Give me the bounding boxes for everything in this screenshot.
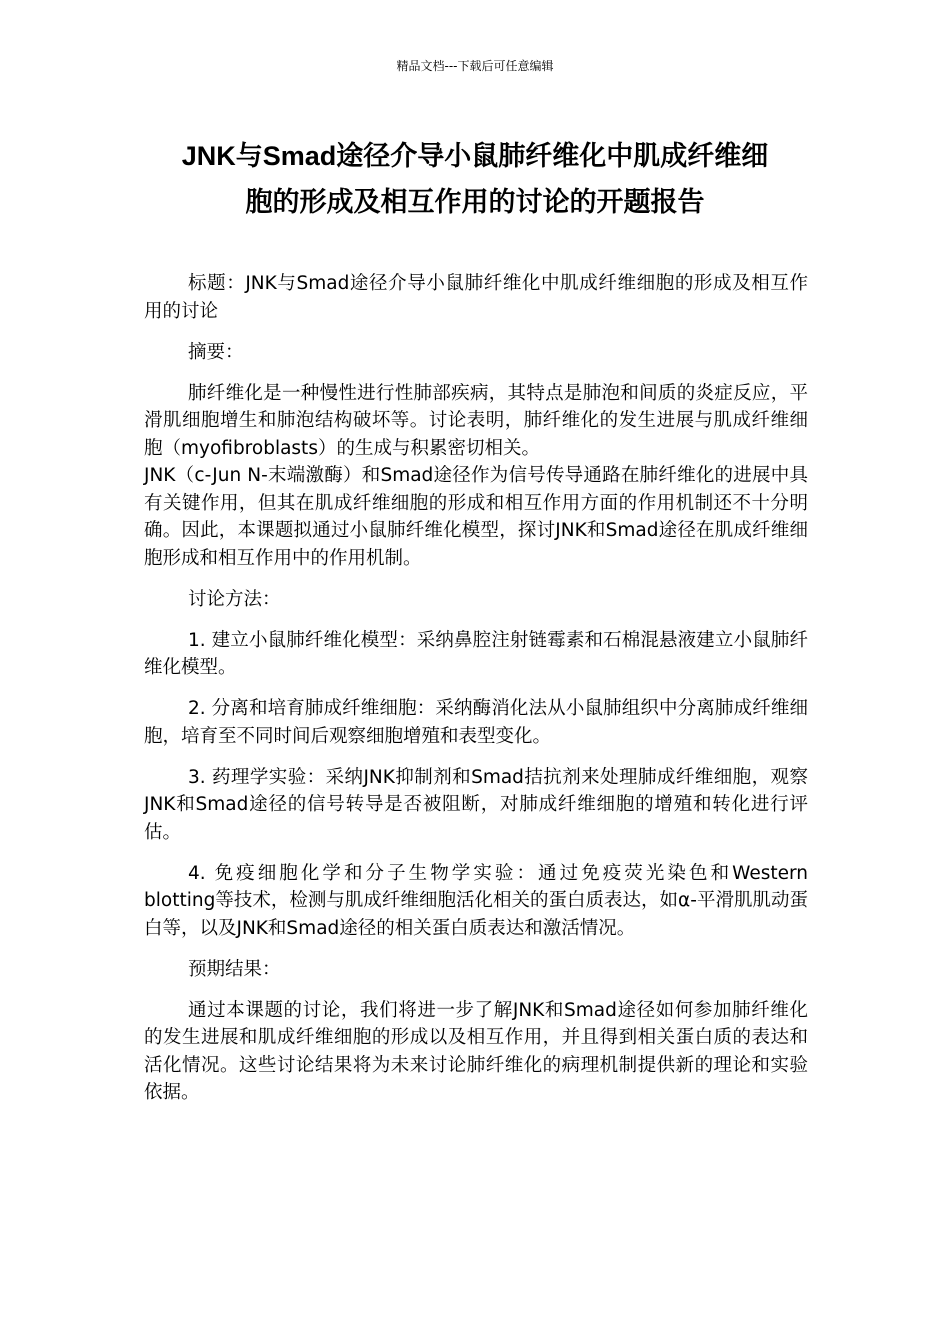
method-item-4: 4. 免疫细胞化学和分子生物学实验：通过免疫荧光染色和Western blotting等技术，检测与肌成纤维细胞活化相关的蛋白质表达，如α-平滑肌肌动蛋白等，以及JNK和Smad途径的相关蛋白质表达和激活情况。	[144, 862, 808, 939]
results-paragraph: 通过本课题的讨论，我们将进一步了解JNK和Smad途径如何参加肺纤维化的发生进展和肌成纤维细胞的形成以及相互作用，并且得到相关蛋白质的表达和活化情况。这些讨论结果将为未来讨论肺纤维化的病理机制提供新的理论和实验依据。	[144, 999, 808, 1103]
abstract-heading: 摘要：	[188, 341, 244, 363]
abstract-paragraph-1: 肺纤维化是一种慢性进行性肺部疾病，其特点是肺泡和间质的炎症反应，平滑肌细胞增生和肺泡结构破坏等。讨论表明，肺纤维化的发生进展与肌成纤维细胞（myofibroblasts）的生成与积累密切相关。	[144, 382, 808, 459]
document-title	[120, 133, 830, 225]
document-body	[144, 270, 808, 1120]
method-item-2: 2. 分离和培育肺成纤维细胞：采纳酶消化法从小鼠肺组织中分离肺成纤维细胞，培育至不同时间后观察细胞增殖和表型变化。	[144, 698, 808, 747]
document-title-line-1: JNK与Smad途径介导小鼠肺纤维化中肌成纤维细	[181, 141, 769, 171]
methods-heading: 讨论方法：	[188, 588, 281, 610]
document-title-line-2: 胞的形成及相互作用的讨论的开题报告	[245, 187, 705, 217]
results-heading: 预期结果：	[188, 958, 281, 980]
method-item-3: 3. 药理学实验：采纳JNK抑制剂和Smad拮抗剂来处理肺成纤维细胞，观察JNK和Smad途径的信号转导是否被阻断，对肺成纤维细胞的增殖和转化进行评估。	[144, 766, 808, 843]
topic-paragraph: 标题：JNK与Smad途径介导小鼠肺纤维化中肌成纤维细胞的形成及相互作用的讨论	[144, 273, 808, 322]
method-item-1: 1. 建立小鼠肺纤维化模型：采纳鼻腔注射链霉素和石棉混悬液建立小鼠肺纤维化模型。	[144, 629, 808, 678]
page-header-note: 精品文档---下载后可任意编辑	[396, 59, 554, 73]
abstract-paragraph-2: JNK（c-Jun N-末端激酶）和Smad途径作为信号传导通路在肺纤维化的进展中具有关键作用，但其在肌成纤维细胞的形成和相互作用方面的作用机制还不十分明确。因此，本课题拟通过小鼠肺纤维化模型，探讨JNK和Smad途径在肌成纤维细胞形成和相互作用中的作用机制。	[144, 465, 808, 569]
